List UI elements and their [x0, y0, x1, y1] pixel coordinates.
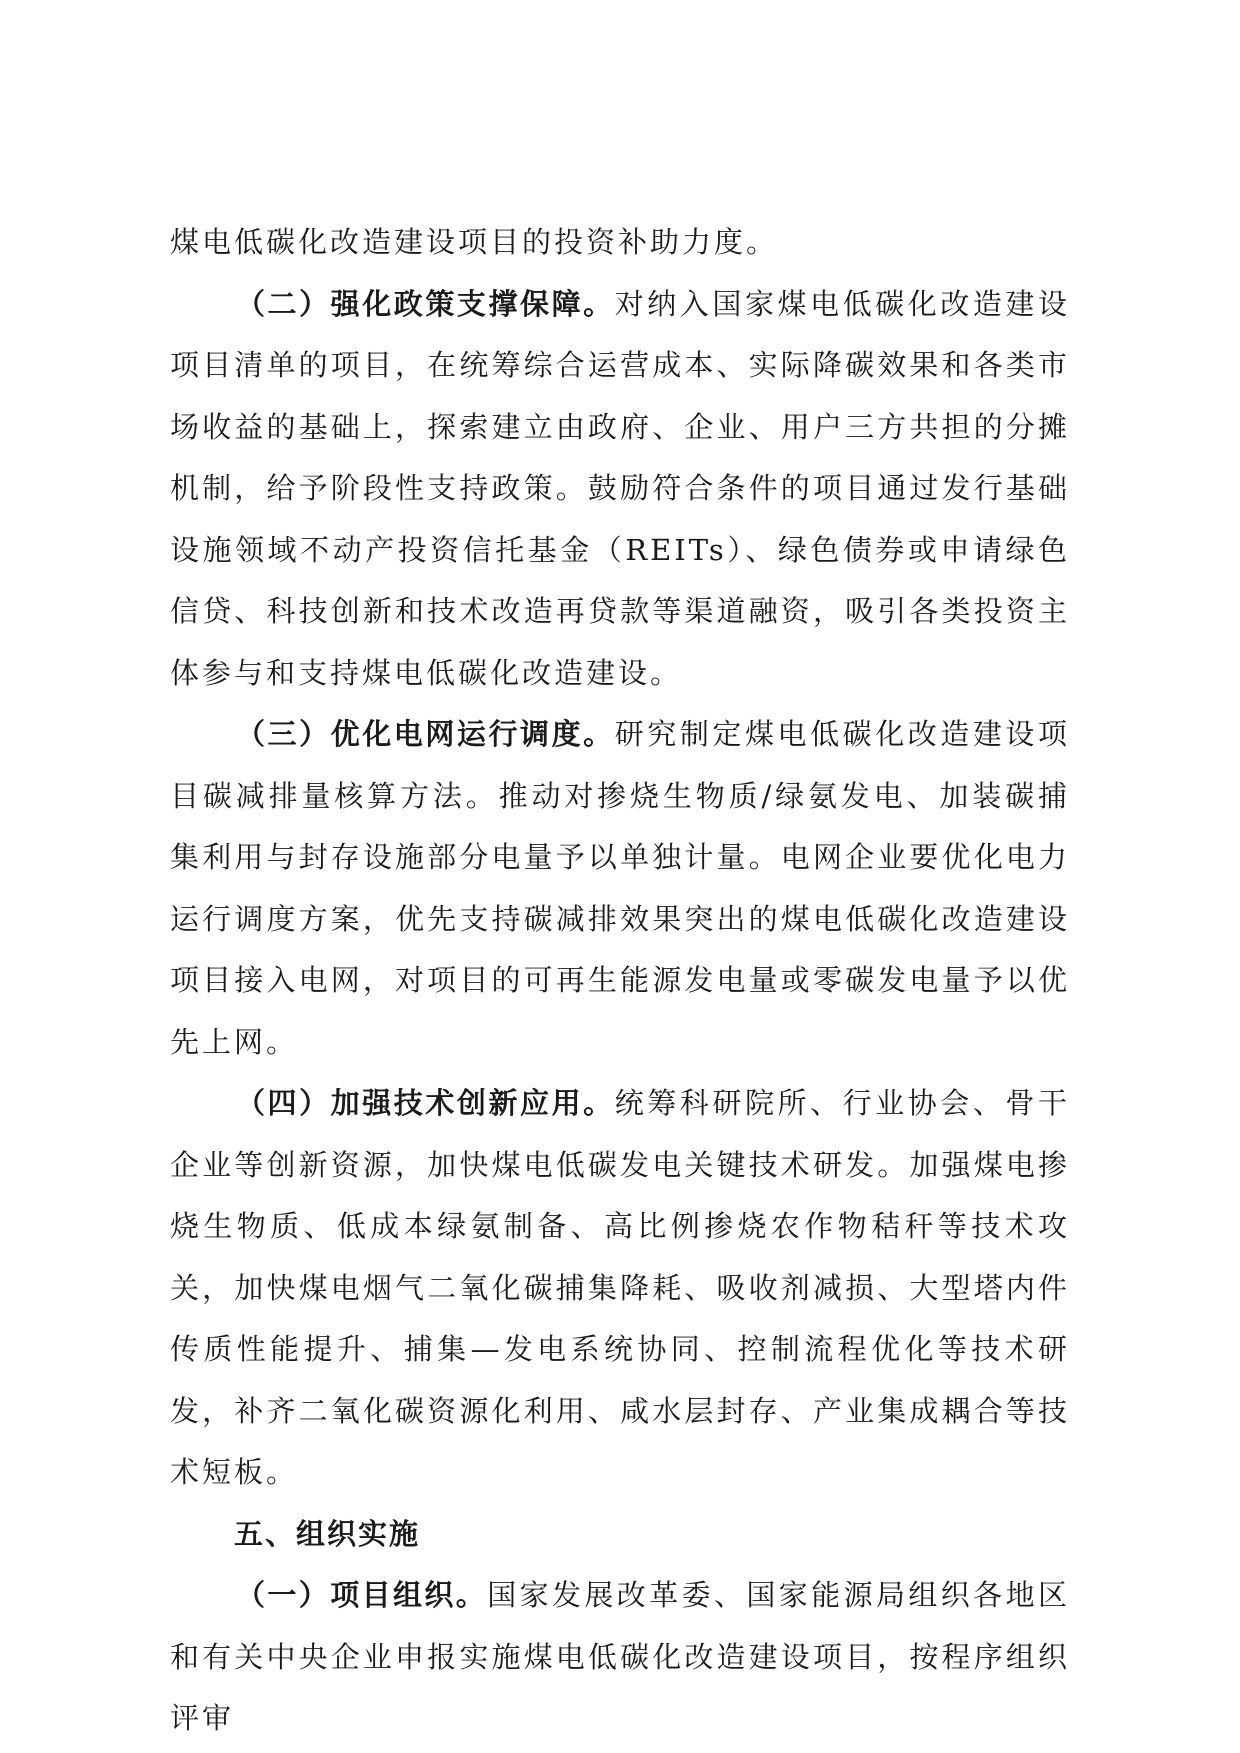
paragraph-text: 煤电低碳化改造建设项目的投资补助力度。 — [170, 225, 779, 259]
paragraph-lead: （一）项目组织。 — [236, 1578, 488, 1612]
paragraph-tech-innovation — [170, 1073, 1070, 1504]
paragraph-text: 研究制定煤电低碳化改造建设项目碳减排量核算方法。推动对掺烧生物质/绿氨发电、加装碳捕集利用与封存设施部分电量予以单独计量。电网企业要优化电力运行调度方案，优先支持碳减排效果突出的煤电低碳化改造建设项目接入电网，对项目的可再生能源发电量或零碳发电量予以优先上网。 — [170, 717, 1070, 1059]
paragraph-lead: （三）优化电网运行调度。 — [236, 717, 615, 751]
paragraph-continuation — [170, 212, 1070, 274]
paragraph-lead: （四）加强技术创新应用。 — [236, 1086, 615, 1120]
document-body — [170, 212, 1070, 1750]
paragraph-project-organization — [170, 1565, 1070, 1750]
section-heading: 五、组织实施 — [234, 1516, 421, 1551]
paragraph-text: 国家发展改革委、国家能源局组织各地区和有关中央企业申报实施煤电低碳化改造建设项目，按程序组织评审 — [170, 1578, 1070, 1735]
paragraph-policy-support — [170, 274, 1070, 705]
paragraph-text: 统筹科研院所、行业协会、骨干企业等创新资源，加快煤电低碳发电关键技术研发。加强煤电掺烧生物质、低成本绿氨制备、高比例掺烧农作物秸秆等技术攻关，加快煤电烟气二氧化碳捕集降耗、吸收剂减损、大型塔内件传质性能提升、捕集—发电系统协同、控制流程优化等技术研发，补齐二氧化碳资源化利用、咸水层封存、产业集成耦合等技术短板。 — [170, 1086, 1070, 1489]
paragraph-lead: （二）强化政策支撑保障。 — [236, 286, 615, 321]
paragraph-text: 对纳入国家煤电低碳化改造建设项目清单的项目，在统筹综合运营成本、实际降碳效果和各类市场收益的基础上，探索建立由政府、企业、用户三方共担的分摊机制，给予阶段性支持政策。鼓励符合条件的项目通过发行基础设施领域不动产投资信托基金（REITs）、绿色债券或申请绿色信贷、科技创新和技术改造再贷款等渠道融资，吸引各类投资主体参与和支持煤电低碳化改造建设。 — [170, 286, 1070, 690]
paragraph-grid-dispatch — [170, 704, 1070, 1073]
